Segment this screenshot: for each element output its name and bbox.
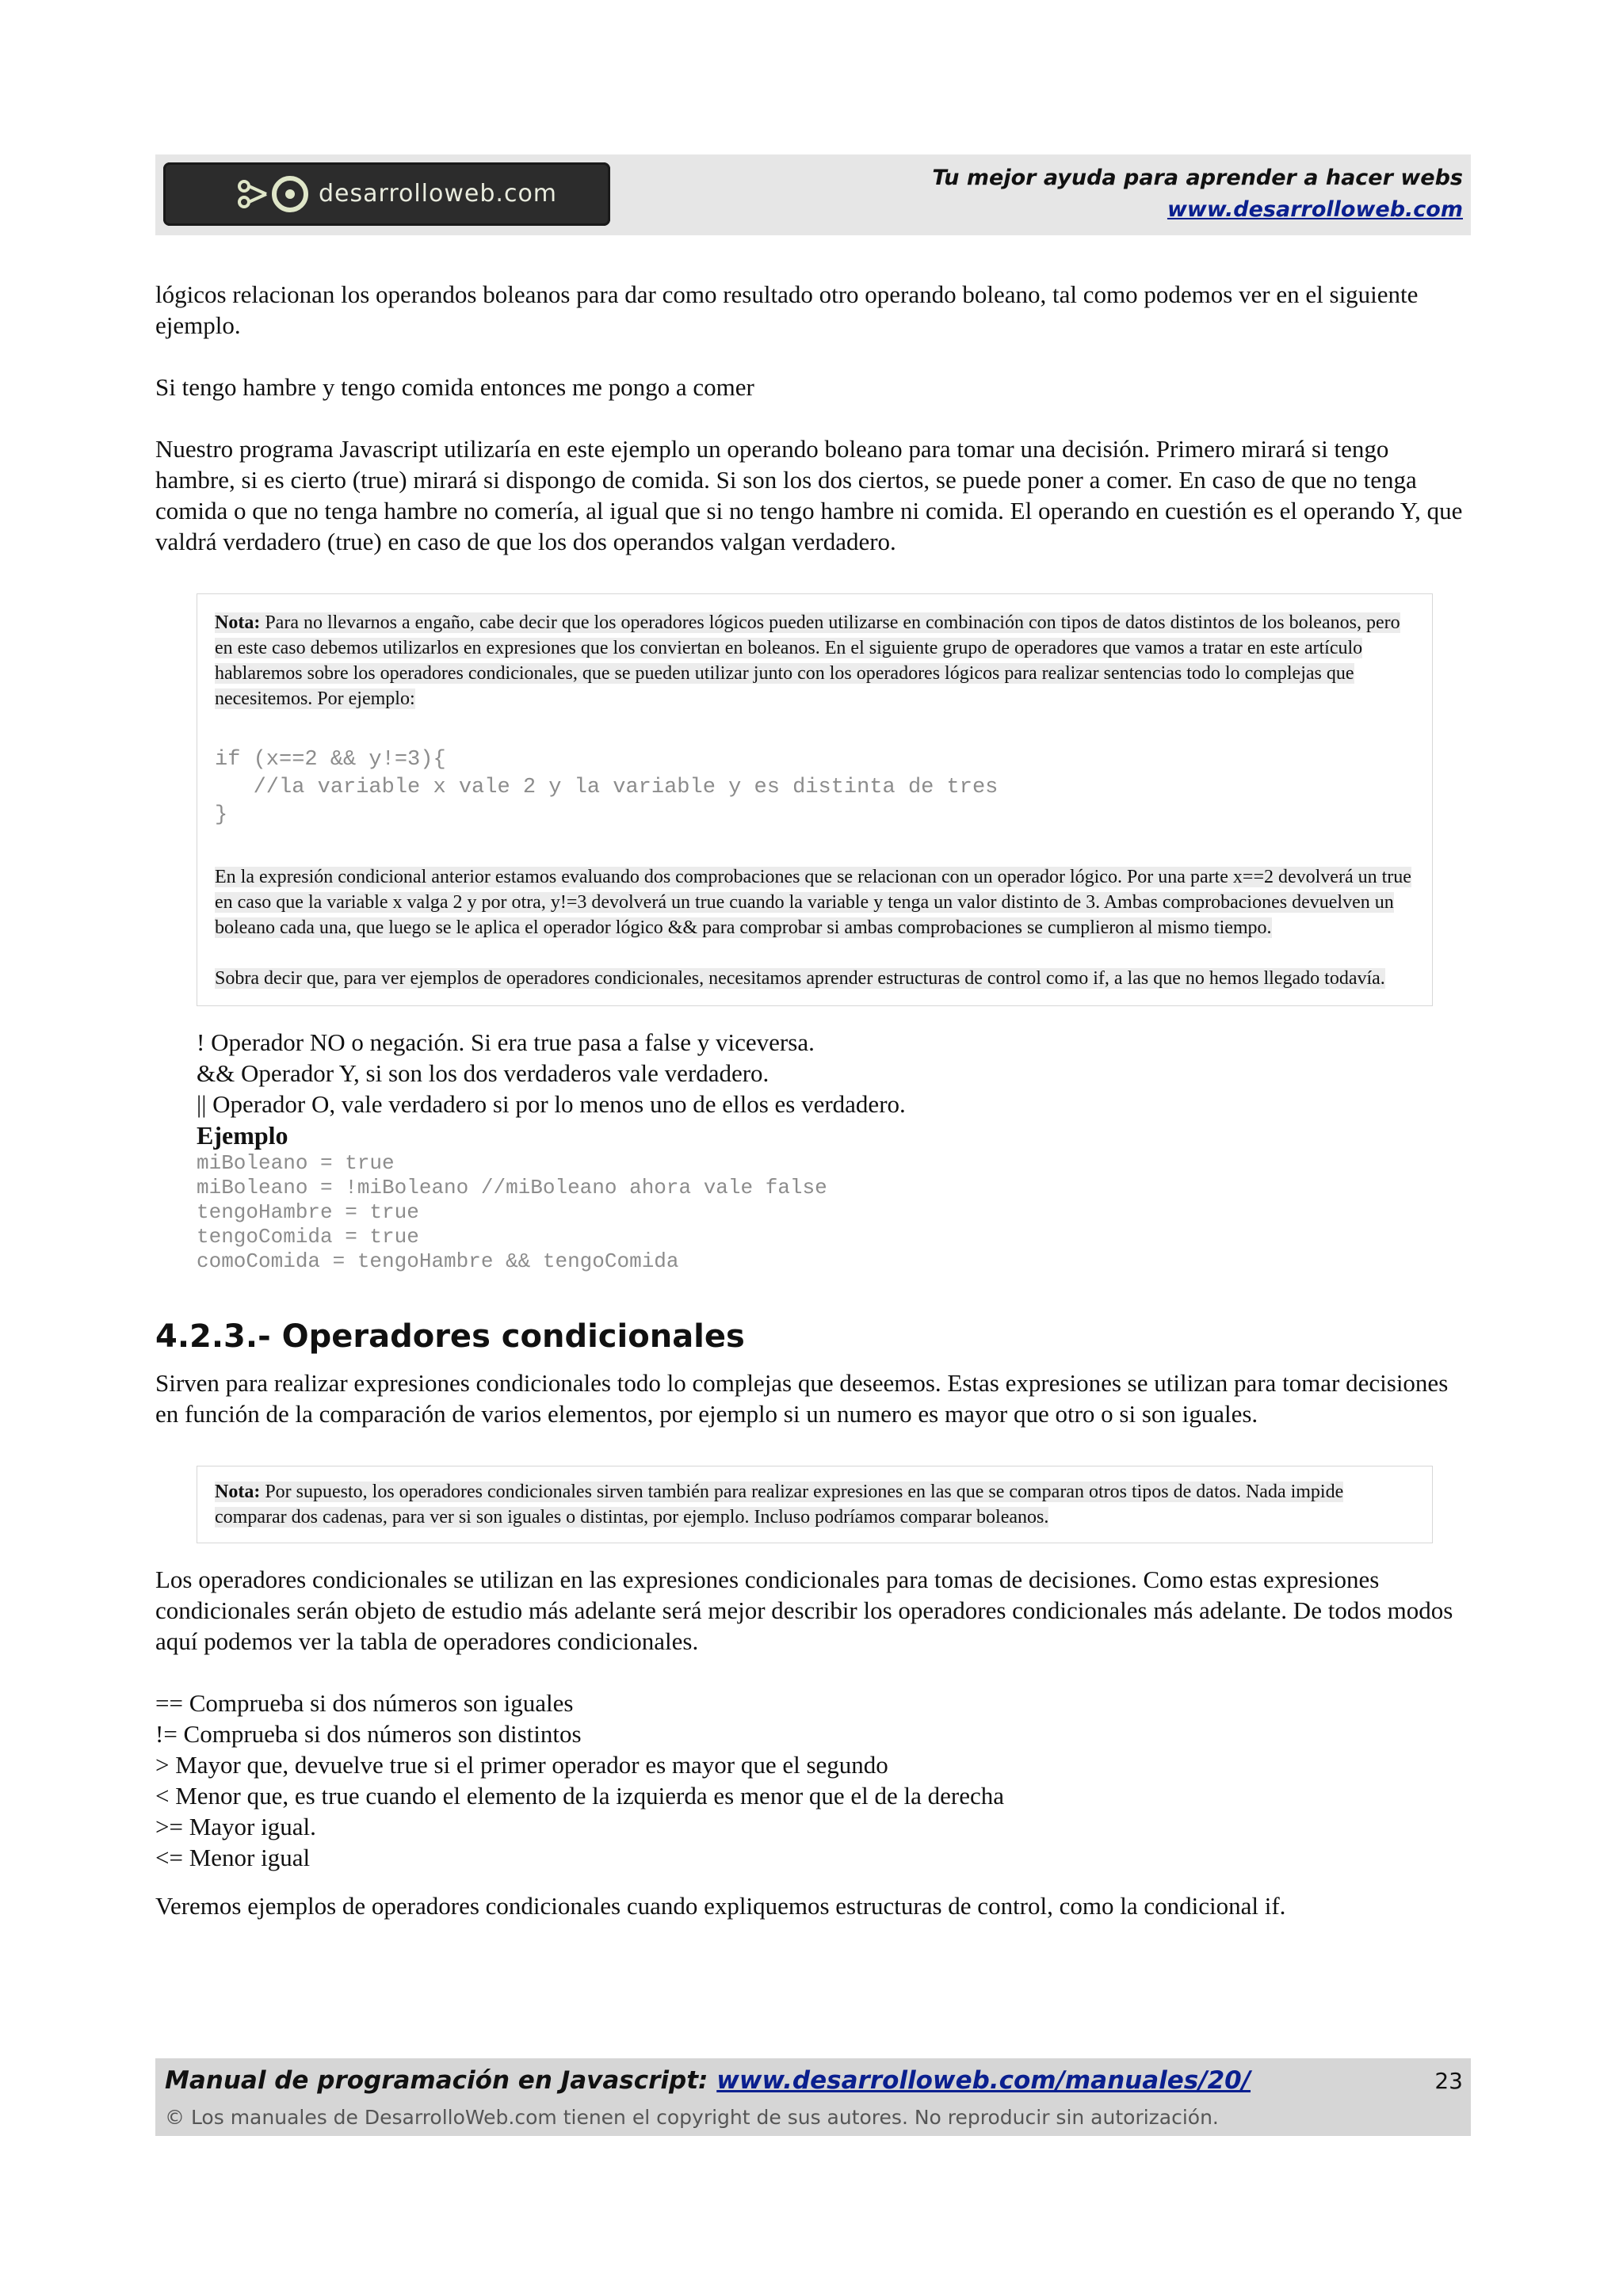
logical-operators-list [197, 1027, 1471, 1274]
note-label: Nota: [215, 612, 261, 633]
note-box-logical [197, 593, 1433, 1006]
section-heading: 4.2.3.- Operadores condicionales [155, 1318, 745, 1355]
footer-manual-label: Manual de programación en Javascript: [165, 2066, 717, 2095]
intro-paragraph-3: Nuestro programa Javascript utilizaría en este ejemplo un operando boleano para tomar una decisión. Primero mirará si tengo hambre, si es cierto (true) mirará si dispongo de comida. Si son los dos ciertos, se puede poner a comer. En caso de que no tenga comida o que no tenga hambre no comería, al igual que si no tengo hambre ni comida. El operando en cuestión es el operando Y, que valdrá verdadero (true) en caso de que los dos operandos valgan verdadero. [155, 435, 1463, 555]
footer-manual-link[interactable]: www.desarrolloweb.com/manuales/20/ [716, 2066, 1251, 2095]
note-text-1: Para no llevarnos a engaño, cabe decir que los operadores lógicos pueden utilizarse en combinación con tipos de datos distintos de los boleanos, pero en este caso debemos utilizarlos en expresiones que los conviertan en boleanos. En el siguiente grupo de operadores que vamos a tratar en este artículo hablaremos sobre los operadores condicionales, que se pueden utilizar junto con los operadores lógicos para realizar sentencias todo lo complejas que necesitemos. Por ejemplo: [215, 612, 1400, 709]
site-logo[interactable] [163, 162, 610, 226]
conditional-paragraph: Los operadores condicionales se utilizan en las expresiones condicionales para tomas de decisiones. Como estas expresiones condicionales serán objeto de estudio más adelante será mejor describir los operadores condicionales más adelante. De todos modos aquí podemos ver la tabla de operadores condicionales. [155, 1566, 1453, 1655]
list-item: || Operador O, vale verdadero si por lo menos uno de ellos es verdadero. [197, 1090, 906, 1118]
logo-icon [235, 175, 322, 213]
footer-manual-line [165, 2066, 1251, 2095]
tagline-text: Tu mejor ayuda para aprender a hacer webs [932, 166, 1463, 190]
list-item: >= Mayor igual. [155, 1813, 316, 1840]
logo-text: desarrolloweb.com [319, 180, 558, 208]
note-text-2: En la expresión condicional anterior estamos evaluando dos comprobaciones que se relacionan con un operador lógico. Por una parte x==2 devolverá un true en caso que la variable x valga 2 y por otra, y!=3 devolverá un true cuando la variable y tenga un valor distinto de 3. Ambas comprobaciones devuelven un boleano cada una, que luego se le aplica el operador lógico && para comprobar si ambas comprobaciones se cumplieron al mismo tiempo. [215, 867, 1411, 938]
list-item: > Mayor que, devuelve true si el primer operador es mayor que el segundo [155, 1751, 888, 1779]
note-code: if (x==2 && y!=3){ //la variable x vale 2 y la variable y es distinta de tres } [215, 748, 999, 827]
header-link[interactable]: www.desarrolloweb.com [1167, 197, 1463, 222]
main-content [155, 279, 1471, 1921]
intro-paragraph-2: Si tengo hambre y tengo comida entonces me pongo a comer [155, 373, 754, 401]
header-tagline [932, 162, 1463, 226]
closing-paragraph: Veremos ejemplos de operadores condicionales cuando expliquemos estructuras de control, como la condicional if. [155, 1892, 1286, 1920]
note-text: Por supuesto, los operadores condicionales sirven también para realizar expresiones en las que se comparan otros tipos de datos. Nada impide comparar dos cadenas, para ver si son iguales o distintas, por ejemplo. Incluso podríamos comparar boleanos. [215, 1482, 1344, 1527]
list-item: == Comprueba si dos números son iguales [155, 1689, 574, 1717]
page-number: 23 [1434, 2068, 1463, 2094]
example-code: miBoleano = true miBoleano = !miBoleano //miBoleano ahora vale false tengoHambre = true tengoComida = true comoComida = tengoHambre && tengoComida [197, 1151, 827, 1273]
list-item: < Menor que, es true cuando el elemento de la izquierda es menor que el de la derecha [155, 1782, 1005, 1810]
example-title: Ejemplo [197, 1121, 288, 1150]
page-footer [155, 2058, 1471, 2136]
list-item: && Operador Y, si son los dos verdaderos vale verdadero. [197, 1059, 769, 1087]
section-paragraph: Sirven para realizar expresiones condicionales todo lo complejas que deseemos. Estas expresiones se utilizan para tomar decisiones en función de la comparación de varios elementos, por ejemplo si un numero es mayor que otro o si son iguales. [155, 1369, 1449, 1428]
note-label: Nota: [215, 1482, 261, 1502]
list-item: <= Menor igual [155, 1844, 311, 1871]
note-box-conditional [197, 1466, 1433, 1543]
page-header [155, 154, 1471, 235]
list-item: != Comprueba si dos números son distintos [155, 1720, 582, 1748]
conditional-operators-list [155, 1688, 1471, 1873]
intro-paragraph-1: lógicos relacionan los operandos boleanos para dar como resultado otro operando boleano, tal como podemos ver en el siguiente ejemplo. [155, 280, 1419, 339]
footer-copyright: © Los manuales de DesarrolloWeb.com tienen el copyright de sus autores. No reproducir sin autorización. [165, 2106, 1219, 2129]
note-text-3: Sobra decir que, para ver ejemplos de operadores condicionales, necesitamos aprender estructuras de control como if, a las que no hemos llegado todavía. [215, 968, 1385, 989]
list-item: ! Operador NO o negación. Si era true pasa a false y viceversa. [197, 1028, 815, 1056]
